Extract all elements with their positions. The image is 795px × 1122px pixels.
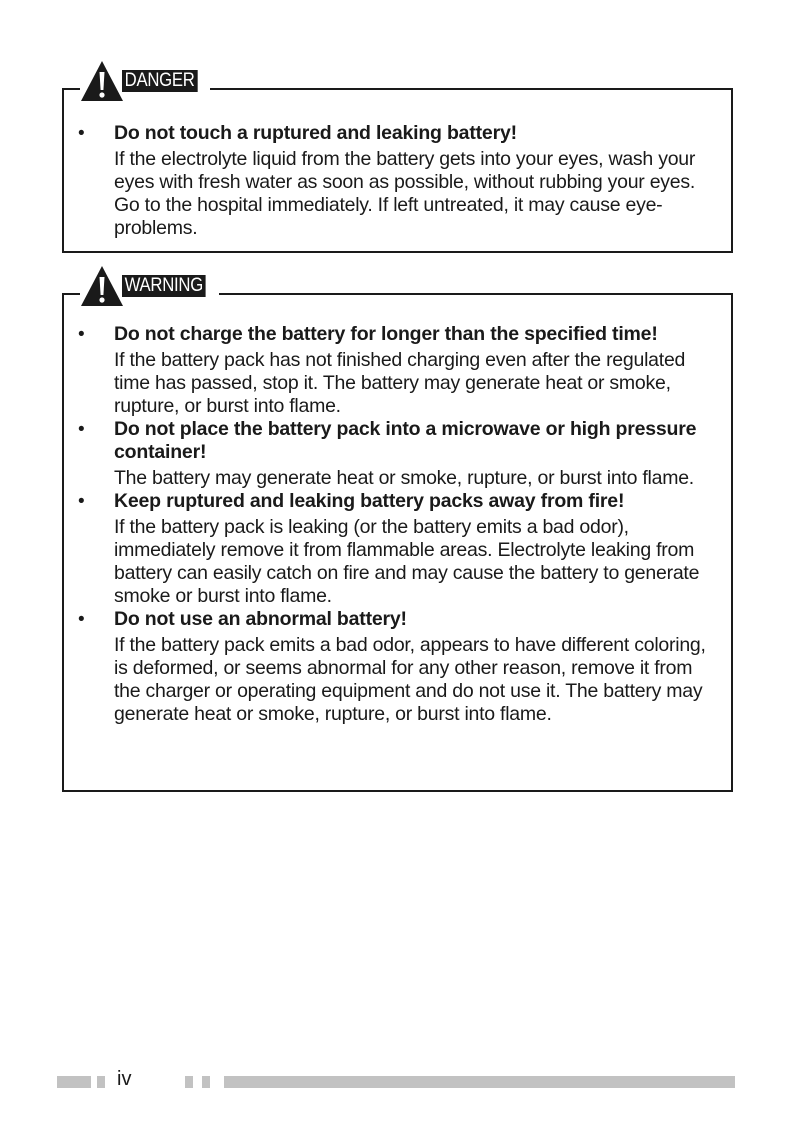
- bullet: •: [78, 609, 85, 630]
- item-heading: Do not touch a ruptured and leaking battery!: [114, 122, 517, 144]
- list-item: [64, 490, 731, 608]
- item-heading: Do not charge the battery for longer than the specified time!: [114, 323, 658, 345]
- exclamation-triangle-icon: [80, 60, 124, 102]
- list-item: [64, 122, 731, 240]
- list-item: [64, 418, 731, 490]
- item-heading: Do not use an abnormal battery!: [114, 608, 407, 630]
- warning-notice-box: [62, 275, 733, 792]
- item-heading: Keep ruptured and leaking battery packs away from fire!: [114, 490, 625, 512]
- bullet: •: [78, 419, 85, 440]
- warning-label: [80, 265, 219, 307]
- list-item: [64, 608, 731, 726]
- list-item: [64, 323, 731, 418]
- footer-bar-segment: [57, 1076, 91, 1088]
- danger-label: [80, 60, 210, 102]
- item-body: If the battery pack is leaking (or the battery emits a bad odor), immediately remove it from flammable areas. Electrolyte leaking from battery can easily catch on fire and may cause the battery to generate smoke or burst into flame.: [114, 516, 700, 607]
- bullet: •: [78, 324, 85, 345]
- warning-label-text: WARNING: [122, 275, 206, 297]
- page-footer: [57, 1068, 735, 1090]
- footer-bar-segment: [224, 1076, 735, 1088]
- item-body: If the electrolyte liquid from the battery gets into your eyes, wash your eyes with fresh water as soon as possible, without rubbing your eyes. Go to the hospital immediately. If left untreated, it may cause eye-problems.: [114, 148, 696, 239]
- item-heading: Do not place the battery pack into a microwave or high pressure container!: [114, 418, 697, 463]
- bullet: •: [78, 491, 85, 512]
- page-number: iv: [117, 1068, 132, 1090]
- bullet: •: [78, 123, 85, 144]
- danger-notice-box: [62, 70, 733, 253]
- footer-bar-segment: [97, 1076, 105, 1088]
- warning-list: [64, 323, 731, 726]
- item-body: If the battery pack has not finished charging even after the regulated time has passed, stop it. The battery may generate heat or smoke, rupture, or burst into flame.: [114, 349, 686, 417]
- danger-label-text: DANGER: [122, 70, 197, 92]
- exclamation-triangle-icon: [80, 265, 124, 307]
- item-body: If the battery pack emits a bad odor, appears to have different coloring, is deformed, or seems abnormal for any other reason, remove it from the charger or operating equipment and do not use it. The battery may generate heat or smoke, rupture, or burst into flame.: [114, 634, 706, 725]
- danger-list: [64, 122, 731, 240]
- footer-bar-segment: [185, 1076, 193, 1088]
- footer-bar-segment: [202, 1076, 210, 1088]
- item-body: The battery may generate heat or smoke, rupture, or burst into flame.: [114, 467, 694, 489]
